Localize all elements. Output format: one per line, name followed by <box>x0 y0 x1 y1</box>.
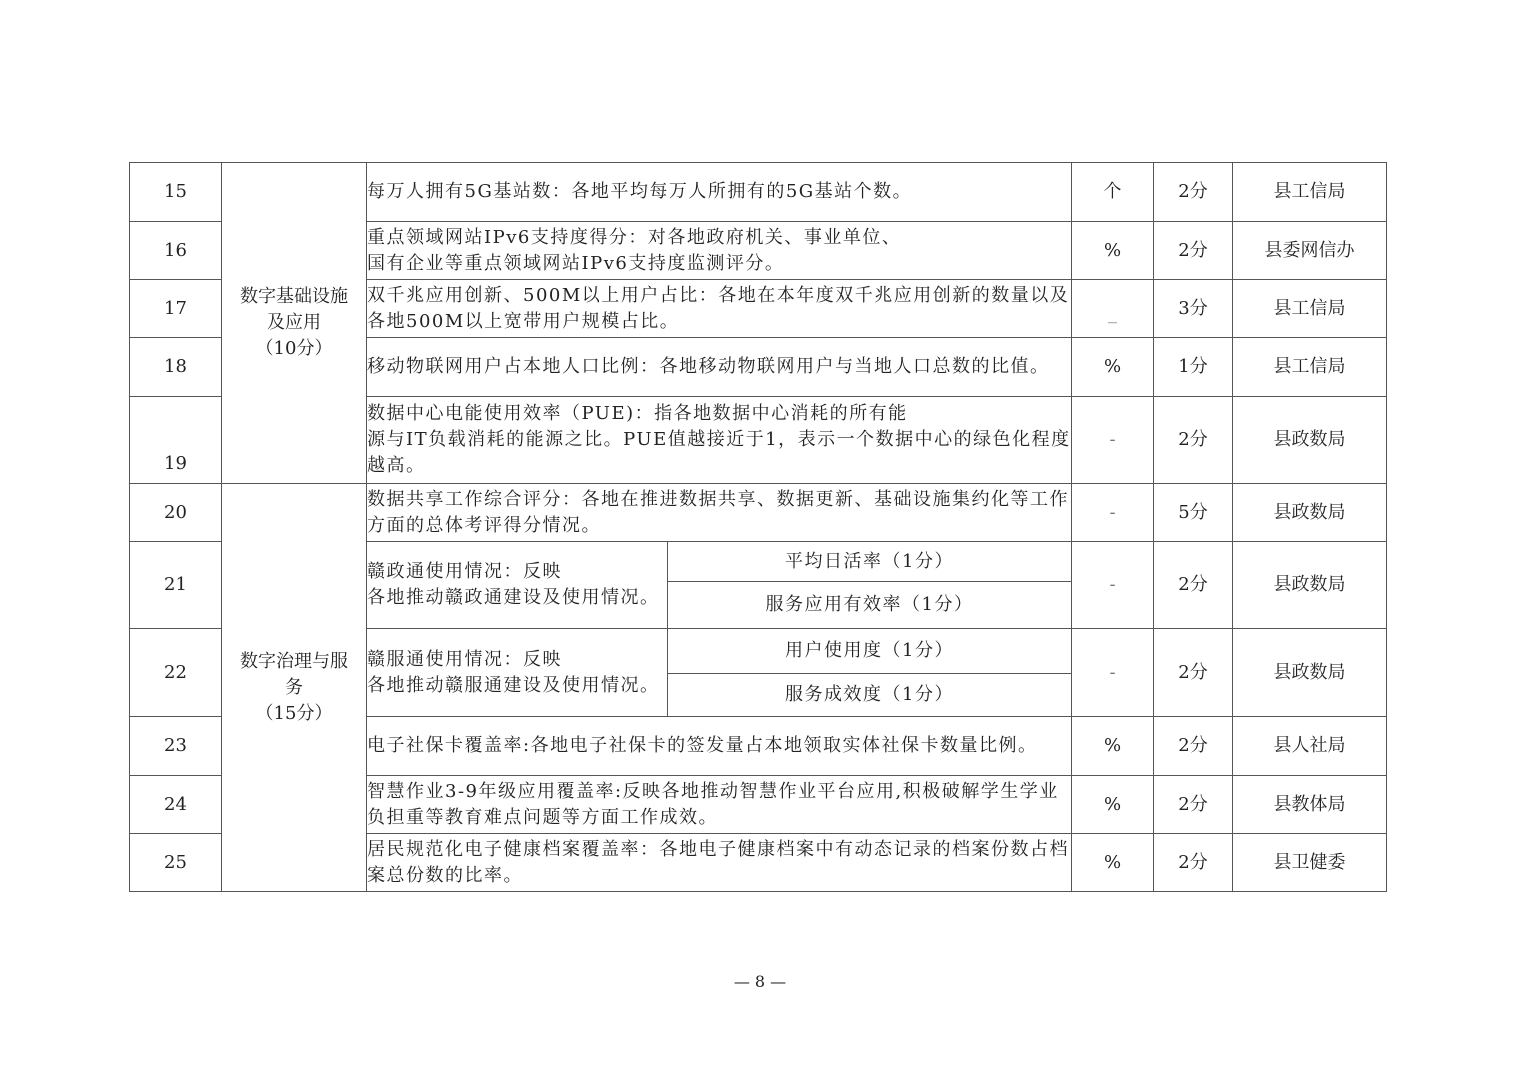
category-infra-line1: 数字基础设施 <box>240 286 348 307</box>
row-number: 20 <box>130 484 222 542</box>
responsible-dept: 县政数局 <box>1233 629 1387 717</box>
row-number: 16 <box>130 222 222 280</box>
category-infra <box>222 163 367 484</box>
row-number: 24 <box>130 776 222 834</box>
indicator-description: 电子社保卡覆盖率:各地电子社保卡的签发量占本地领取实体社保卡数量比例。 <box>367 717 1072 776</box>
page-number: — 8 — <box>733 972 787 991</box>
category-gov <box>222 484 367 892</box>
indicator-unit: - <box>1072 397 1154 484</box>
indicator-score: 2分 <box>1154 776 1233 834</box>
indicator-score: 2分 <box>1154 397 1233 484</box>
indicator-score: 2分 <box>1154 717 1233 776</box>
row-number: 19 <box>130 397 222 484</box>
indicator-description: 数据中心电能使用效率（PUE)：指各地数据中心消耗的所有能 源与IT负载消耗的能源之比。PUE值越接近于1，表示一个数据中心的绿色化程度越高。 <box>367 397 1072 484</box>
row-number: 18 <box>130 338 222 397</box>
indicator-table <box>129 162 1387 892</box>
indicator-unit: % <box>1072 338 1154 397</box>
row-number: 22 <box>130 629 222 717</box>
indicator-score: 2分 <box>1154 542 1233 629</box>
responsible-dept: 县政数局 <box>1233 484 1387 542</box>
indicator-unit: 个 <box>1072 163 1154 222</box>
row-number: 15 <box>130 163 222 222</box>
indicator-description: 重点领域网站IPv6支持度得分：对各地政府机关、事业单位、 国有企业等重点领域网站IPv6支持度监测评分。 <box>367 222 1072 280</box>
table-row <box>130 163 1387 222</box>
indicator-unit: % <box>1072 776 1154 834</box>
indicator-description: 智慧作业3-9年级应用覆盖率:反映各地推动智慧作业平台应用,积极破解学生学业负担重等教育难点问题等方面工作成效。 <box>367 776 1072 834</box>
responsible-dept: 县委网信办 <box>1233 222 1387 280</box>
indicator-unit: % <box>1072 717 1154 776</box>
indicator-unit: - <box>1072 542 1154 629</box>
indicator-unit: _ <box>1072 280 1154 338</box>
row-number: 23 <box>130 717 222 776</box>
indicator-description: 数据共享工作综合评分：各地在推进数据共享、数据更新、基础设施集约化等工作方面的总体考评得分情况。 <box>367 484 1072 542</box>
indicator-score: 2分 <box>1154 834 1233 892</box>
indicator-description: 赣服通使用情况：反映 各地推动赣服通建设及使用情况。 <box>367 629 668 717</box>
sub-indicator: 用户使用度（1分） <box>668 629 1072 674</box>
indicator-score: 2分 <box>1154 163 1233 222</box>
sub-indicator: 服务应用有效率（1分） <box>668 582 1072 629</box>
indicator-description: 每万人拥有5G基站数：各地平均每万人所拥有的5G基站个数。 <box>367 163 1072 222</box>
indicator-description: 赣政通使用情况：反映 各地推动赣政通建设及使用情况。 <box>367 542 668 629</box>
responsible-dept: 县政数局 <box>1233 542 1387 629</box>
responsible-dept: 县工信局 <box>1233 338 1387 397</box>
category-gov-line2: 务 <box>285 676 303 698</box>
responsible-dept: 县人社局 <box>1233 717 1387 776</box>
indicator-score: 3分 <box>1154 280 1233 338</box>
sub-indicator: 服务成效度（1分） <box>668 674 1072 717</box>
table-row <box>130 484 1387 542</box>
responsible-dept: 县教体局 <box>1233 776 1387 834</box>
sub-indicator: 平均日活率（1分） <box>668 542 1072 582</box>
indicator-description: 居民规范化电子健康档案覆盖率：各地电子健康档案中有动态记录的档案份数占档案总份数的比率。 <box>367 834 1072 892</box>
indicator-unit: - <box>1072 484 1154 542</box>
row-number: 25 <box>130 834 222 892</box>
responsible-dept: 县政数局 <box>1233 397 1387 484</box>
indicator-unit: % <box>1072 222 1154 280</box>
category-gov-line3: （15分） <box>255 702 333 724</box>
category-gov-line1: 数字治理与服 <box>240 650 348 672</box>
indicator-score: 2分 <box>1154 222 1233 280</box>
indicator-score: 5分 <box>1154 484 1233 542</box>
indicator-score: 2分 <box>1154 629 1233 717</box>
responsible-dept: 县工信局 <box>1233 280 1387 338</box>
indicator-unit: - <box>1072 629 1154 717</box>
indicator-description: 双千兆应用创新、500M以上用户占比：各地在本年度双千兆应用创新的数量以及各地500M以上宽带用户规模占比。 <box>367 280 1072 338</box>
indicator-description: 移动物联网用户占本地人口比例：各地移动物联网用户与当地人口总数的比值。 <box>367 338 1072 397</box>
responsible-dept: 县工信局 <box>1233 163 1387 222</box>
category-infra-line2: 及应用 <box>267 312 321 333</box>
category-infra-line3: （10分） <box>255 338 333 359</box>
row-number: 21 <box>130 542 222 629</box>
responsible-dept: 县卫健委 <box>1233 834 1387 892</box>
indicator-unit: % <box>1072 834 1154 892</box>
indicator-score: 1分 <box>1154 338 1233 397</box>
row-number: 17 <box>130 280 222 338</box>
